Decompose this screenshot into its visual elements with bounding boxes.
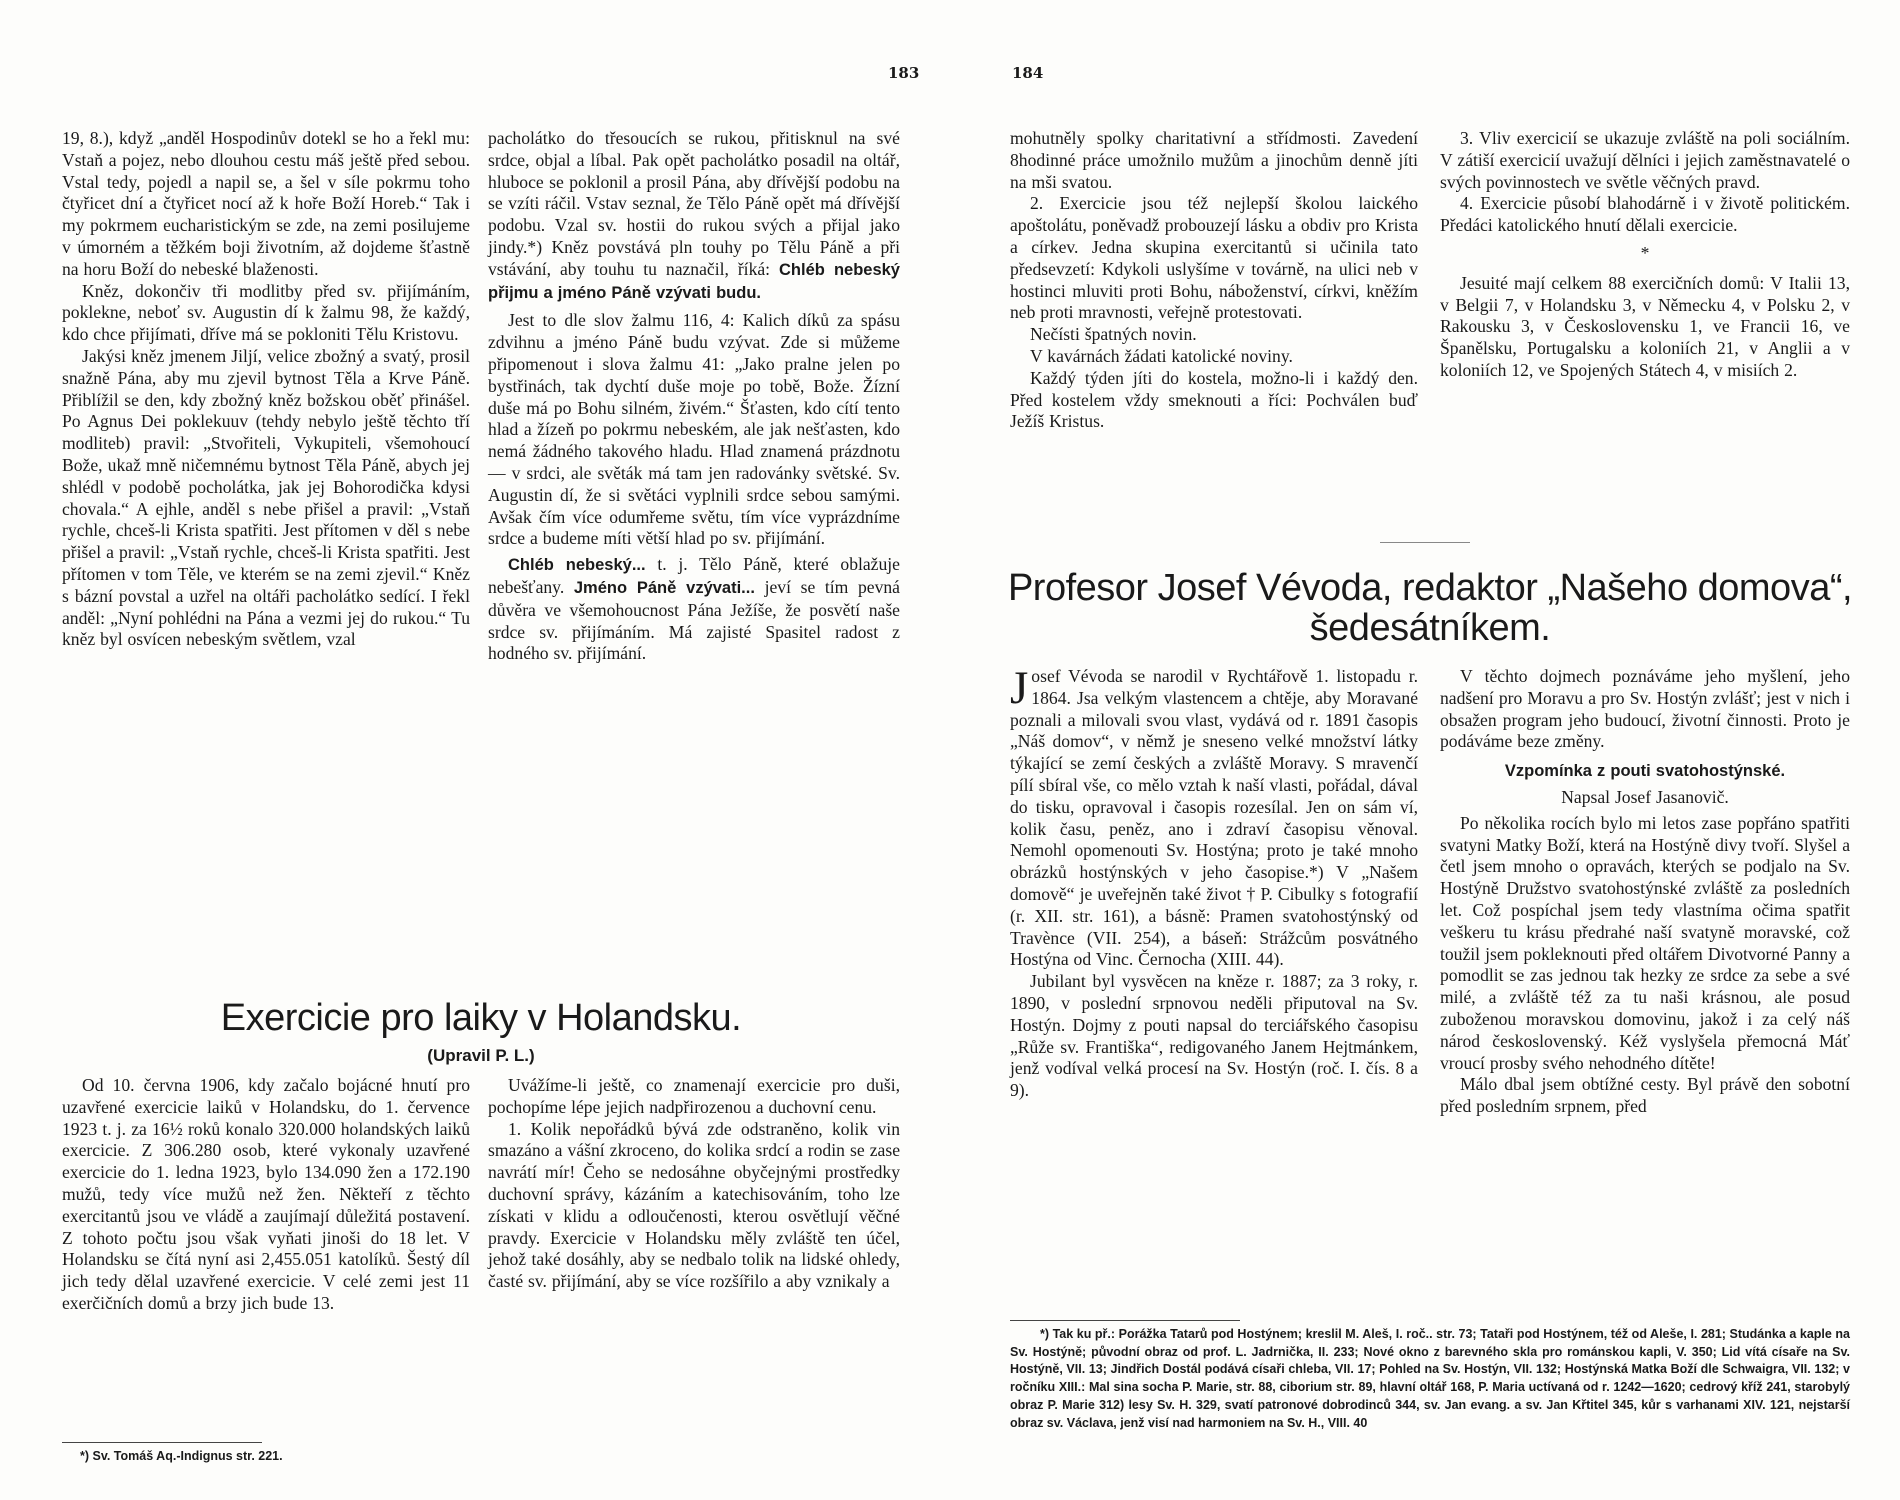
text: t. j. Tělo Páně, které oblažuje nebešťany. [488,554,900,597]
right-top-column-2 [1440,128,1850,382]
page-number-left: 183 [888,64,920,82]
exercicie-column-2 [488,1075,900,1293]
vevoda-column-1 [1010,662,1418,1102]
bold-phrase: Jméno Páně vzývati... [573,578,755,597]
section-star: * [1640,242,1650,263]
footnote-rule-right [1010,1320,1240,1321]
paragraph: 3. Vliv exercicií se ukazuje zvláště na poli sociálním. V zátiší exercicií uvažují dělníci i jejich zaměstnavatelé o svých povinnostech ve světle věčných pravd. [1440,128,1850,192]
paragraph: 1. Kolik nepořádků bývá zde odstraněno, kolik vin smazáno a vášní zkroceno, do kolika srdcí a rodin se zase navrátí mír! Čeho se nedosáhne obyčejnými prostředky duchovní správy, kázáním a katechisováním, toho lze získati v klidu a odloučenosti, kterou osvětlují věčné pravdy. Exercicie v Holandsku měly zvláště ten účel, jehož také dosáhly, aby se nedbalo tolik na lidské ohledy, časté sv. přijímání, aby se více rozšířilo a aby vznikaly a [488,1118,900,1292]
page-number-right: 184 [1012,64,1044,82]
paragraph: Jakýsi kněz jmenem Jiljí, velice zbožný a svatý, prosil snažně Pána, aby mu zjevil bytnost Těla a Krve Páně. Přiblížil se den, kdy zbožný kněz božskou oběť přinášel. Po Agnus Dei poklekuuv (tehdy nebylo ještě těchto tří modliteb) pravil: „Stvořiteli, Vykupiteli, všemohoucí Bože, ukaž mně ničemnému bytnost Těla Páně, abych jej shlédl v podobě pocholátka, jak jej Bohorodička kdysi chovala.“ A ejhle, anděl s nebe přišel a pravil: „Vstaň rychle, chceš-li Krista spatřiti. Jest přítomen v děl s nebe přišel a pravil: „Vstaň rychle, chceš-li Krista spatřiti. Jest přítomen v tom Těle, ve kterém se na zemi zjevil.“ Kněz s bázní povstal a uzřel na oltáři pacholátko sedící. I řekl anděl: „Nyní pohlédni na Pána a vezmi jej do rukou.“ Tu kněz byl osvícen nebeským světlem, vzal [62,345,470,650]
article-title-exercicie: Exercicie pro laiky v Holandsku. [220,997,742,1039]
paragraph: Od 10. června 1906, kdy začalo bojácné hnutí pro uzavřené exercicie laiků v Holandsku, do 1. července 1923 t. j. za 16½ roků konalo 320.000 holandských laiků exercicie. Z 306.280 osob, které vykonaly uzavřené exercicie do 1. ledna 1923, bylo 134.090 žen a 172.190 mužů, tedy více mužů než žen. Někteří z těchto exercitantů jsou ve vládě a zaujímají důležitá postavení. Z tohoto počtu jsou však vyňati jinoši do 18 let. V Holandsku se čítá nyní asi 2,455.051 katolíků. Šestý díl jich tedy dělal uzavřené exercicie. V celé zemi jest 11 exerčičních domů a brzy jich bude 13. [62,1075,470,1313]
text: jeví se tím pevná důvěra ve všemohoucnost Pána Ježíše, že posvětí naše srdce sv. přijímáním. Má zajisté Spasitel radost z hodného sv. přijímání. [488,576,900,664]
paragraph [488,128,900,304]
left-top-column-1 [62,128,470,651]
title-line-2: šedesátníkem. [1309,607,1551,649]
exercicie-column-1 [62,1075,470,1315]
title-line-1: Profesor Josef Vévoda, redaktor „Našeho domova“, [1007,567,1853,609]
footnote-rule-left [62,1442,262,1443]
left-top-column-2 [488,128,900,665]
paragraph: Nečísti špatných novin. [1030,324,1197,345]
separator [1380,542,1470,543]
article-subtitle-exercicie: (Upravil P. L.) [427,1046,535,1065]
text: osef Vévoda se narodil v Rychtářově 1. listopadu r. 1864. Jsa velkým vlastencem a chtěje, aby Moravané poznali a milovali svou vlast, vydává od r. 1891 časopis „Náš domov“, v němž je sneseno velké množství látky týkající se zemí českých a zvláště Moravy. S mravenčí pílí sbíral vše, co mělo vztah k naší vlasti, pořádal, dával do tisku, opravoval i časopis rozesílal. Jen on sám ví, kolik času, peněz, ano i zdraví časopisu věnoval. Nemohl opomenouti Sv. Hostýna; proto je také mnoho obrázků hostýnských v jeho časopise.*) V „Našem domově“ je uveřejněn také život † P. Cibulky s fotografií (r. XII. str. 161), a básně: Pramen svatohostýnský od Travènce (VII. 254), a báseň: Strážcům posvátného Hostýna od Vinc. Černocha (XIII. 44). [1010,666,1418,970]
paragraph: Jubilant byl vysvěcen na kněze r. 1887; za 3 roky, r. 1890, v poslední srpnovou neděli připutoval na Sv. Hostýn. Dojmy z pouti napsal do terciářského časopisu „Růže sv. Františka“, redigovaného Janem Hejtmánkem, jenž vodíval velká procesí na Sv. Hostýn (roč. I. čís. 8 a 9). [1010,971,1418,1101]
vevoda-column-2 [1440,666,1850,1118]
paragraph: 19, 8.), když „anděl Hospodinův dotekl se ho a řekl mu: Vstaň a pojez, nebo dlouhou cestu máš ještě před sebou. Vstal tedy, pojedl a napil se, a šel v síle pokrmu toho čtyřicet dní a čtyřicet nocí až k hoře Boží Horeb.“ Tak i my pokrmem eucharistickým se zde, na zemi posilujeme v úmorném a těžkém boji životním, až dojdeme šťastně na horu Boží do nebeské blaženosti. [62,128,470,279]
memory-author: Napsal Josef Jasanovič. [1561,786,1729,807]
paragraph: Každý týden jíti do kostela, možno-li i každý den. Před kostelem vždy smeknouti a říci: Pochválen buď Ježíš Kristus. [1010,367,1418,432]
paragraph: V kavárnách žádati katolické noviny. [1030,345,1293,366]
paragraph: 4. Exercicie působí blahodárně i v životě politickém. Předáci katolického hnutí dělali exercicie. [1440,193,1850,236]
footnote-left: *) Sv. Tomáš Aq.-Indignus str. 221. [80,1449,283,1463]
drop-cap: J [1010,662,1029,714]
memory-title: Vzpomínka z pouti svatohostýnské. [1504,762,1786,781]
paragraph: Po několika rocích bylo mi letos zase popřáno spatřiti svatyni Matky Boží, která na Hostýně divy tvoří. Slyšel a četl jsem mnoho o opravách, kterých se podjalo na Sv. Hostýně Družstvo svatohostýnské zvláště za posledních let. Což pospíchal jsem tedy vlastníma očima spatřit veškeru tu krásu předrahé naší svatyně moravské, což toužil jsem pokleknouti před oltářem Divotvorné Panny a pomodlit se zas jednou tak hezky ze srdce za sebe a své milé, a zvláště též za tu naši krásnou, ale posud zuboženou moravskou domovinu, jakož i za celý náš národ československý. Kéž vyslyšela přemocná Máť vroucí prosby svého nehodného dítěte! [1440,812,1850,1073]
paragraph: Jesuité mají celkem 88 exercičních domů: V Italii 13, v Belgii 7, v Holandsku 3, v Německu 4, v Polsku 2, v Rakousku 3, v Československu 1, ve Francii 16, ve Španělsku, Portugalsku a koloniích 21, v Anglii a v koloniích 12, ve Spojených Státech 4, v misiích 2. [1440,272,1850,380]
paragraph: Kněz, dokončiv tři modlitby před sv. přijímáním, poklekne, neboť sv. Augustin dí k žalmu 98, že každý, kdo chce přijímati, dříve má se pokloniti Tělu Kristovu. [62,280,470,345]
paragraph: Málo dbal jsem obtížné cesty. Byl právě den sobotní před posledním srpnem, před [1440,1074,1850,1117]
paragraph [488,554,900,665]
bold-phrase: Chléb nebeský... [508,556,646,575]
text: pacholátko do třesoucích se rukou, přitisknul na své srdce, objal a líbal. Pak opět pacholátko posadil na oltář, hluboce se poklonil a prosil Pána, aby dřívější podobu na se vzíti ráčil. Vstav seznal, že Tělo Páně opět má dřívější podobu. Vzal sv. hostii do rukou svých a přijal jako jindy.*) Kněz povstává pln touhy po Tělu Páně a při vstávání, aby touhu tu naznačil, říká: [488,128,900,279]
paragraph: V těchto dojmech poznáváme jeho myšlení, jeho nadšení pro Moravu a pro Sv. Hostýn zvlášť; jest v nich i obsažen program jeho budoucí, životní činnosti. Proto je podáváme beze změny. [1440,666,1850,752]
paragraph: mohutněly spolky charitativní a střídmosti. Zavedení 8hodinné práce umožnilo mužům a jinochům denně jíti na mši svatou. [1010,128,1418,192]
paragraph: Uvážíme-li ještě, co znamenají exercicie pro duši, pochopíme lépe jejich nadpřirozenou a duchovní cenu. [488,1075,900,1117]
footnote-right: *) Tak ku př.: Porážka Tatarů pod Hostýnem; kreslil M. Aleš, I. roč.. str. 73; Tataři pod Hostýnem, též od Aleše, I. 281; Studánka a kaple na Sv. Hostýně; původní obraz od prof. L. Jadrnička, II. 233; Nové okno z barevného skla pro románskou kapli, V. 350; Lid vítá císaře na Sv. Hostýně, VII. 13; Jindřich Dostál podává císaři chleba, VII. 17; Pohled na Sv. Hostýn, VII. 132; Hostýnská Matka Boží dle Schwaigra, VII. 132; v ročníku XIII.: Mal sina socha P. Marie, str. 88, ciborium str. 89, hlavní oltář 168, P. Maria uctívaná od r. 1242—1620; cedrový kříž 241, starobylý obraz P. Marie 312) lesy Sv. H. 329, svatí patronové dobrodinců 344, sv. Jan evang. a sv. Jan Křtitel 345, kůr s varhanami XIV. 121, nejstarší obraz sv. Václava, jenž visí nad harmoniem na Sv. H., VIII. 40 [1010,1327,1850,1430]
bold-phrase: Chléb nebeský přijmu a jméno Páně vzývati budu. [488,260,900,302]
article-title-vevoda [1000,568,1860,648]
paragraph: 2. Exercicie jsou též nejlepší školou laického apoštolátu, poněvadž probouzejí lásku a obdiv pro Krista a církev. Jedna skupina exercitantů si učinila tato předsevzetí: Kdykoli uslyšíme v továrně, na ulici neb v hostinci mluviti proti Bohu, náboženství, církvi, kněžím neb proti mravnosti, veřejně protestovati. [1010,193,1418,323]
right-top-column-1 [1010,128,1418,433]
paragraph: Jest to dle slov žalmu 116, 4: Kalich díků za spásu zdvihnu a jméno Páně budu vzývat. Zde si můžeme připomenout i slova žalmu 41: „Jako pralne jelen po bystřinách, tak dychtí duše moje po tobě, Bože. Žízní duše má po Bohu silném, živém.“ Šťasten, kdo cítí tento hlad a žízeň po pokrmu nebeském, ale jak nešťasten, kdo nemá žádného takového hladu. Hlad znamená prázdnotu — v srdci, ale světák má tam jen radovánky světské. Sv. Augustin dí, že si světáci vyplnili srdce sebou samými. Avšak čím více odumřeme světu, tím více vyprázdníme srdce a budeme míti větší hlad po sv. přijímání. [488,310,900,549]
paragraph [1010,662,1418,971]
